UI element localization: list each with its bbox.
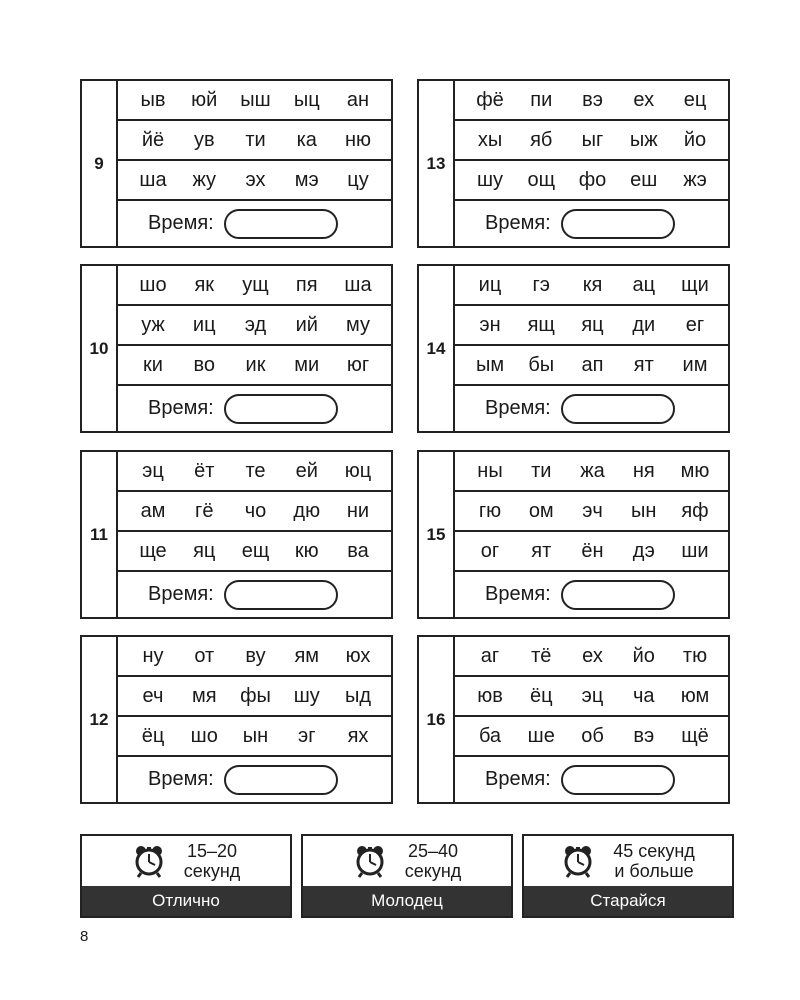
syllable: ша — [139, 168, 167, 191]
syllable: аг — [480, 644, 500, 667]
syllable-row — [455, 306, 728, 346]
syllable: ню — [344, 128, 372, 151]
syllable: ыц — [293, 88, 320, 111]
syllable-row — [118, 266, 391, 306]
syllable: ех — [633, 88, 655, 111]
syllable: юц — [344, 459, 372, 482]
syllable: во — [193, 353, 216, 376]
syllable: ог — [480, 539, 500, 562]
syllable: иц — [478, 273, 502, 296]
syllable: ап — [581, 353, 604, 376]
syllable-row — [118, 161, 391, 201]
alarm-clock-icon — [353, 844, 387, 878]
syllable: чо — [244, 499, 267, 522]
syllable: мю — [680, 459, 710, 482]
time-label: Время: — [485, 212, 551, 234]
legend-rating: Молодец — [303, 886, 511, 916]
exercise-number: 11 — [82, 452, 118, 617]
syllable: иц — [192, 313, 216, 336]
syllable: ки — [143, 353, 163, 376]
legend-slow — [522, 834, 734, 918]
syllable: ан — [346, 88, 370, 111]
syllable: юх — [345, 644, 371, 667]
syllable: тё — [531, 644, 552, 667]
syllable: бы — [528, 353, 555, 376]
exercise-block — [80, 79, 393, 248]
time-input-box[interactable] — [561, 580, 675, 610]
syllable-row — [118, 492, 391, 532]
exercise-block — [80, 264, 393, 433]
exercise-block — [417, 635, 730, 804]
syllable-row — [455, 637, 728, 677]
syllable: ёт — [194, 459, 215, 482]
syllable-row — [118, 346, 391, 386]
syllable-row — [455, 161, 728, 201]
syllable: ыш — [240, 88, 271, 111]
syllable: яц — [193, 539, 216, 562]
syllable: об — [581, 724, 604, 747]
time-label: Время: — [485, 583, 551, 605]
syllable: ыг — [581, 128, 604, 151]
syllable: ву — [245, 644, 266, 667]
syllable: фо — [578, 168, 607, 191]
syllable: ше — [527, 724, 555, 747]
time-label: Время: — [485, 768, 551, 790]
syllable: юй — [191, 88, 218, 111]
syllable-row — [455, 121, 728, 161]
syllable: ще — [139, 539, 167, 562]
time-label: Время: — [148, 768, 214, 790]
syllable-row — [455, 346, 728, 386]
exercise-number: 9 — [82, 81, 118, 246]
syllable: вэ — [633, 724, 655, 747]
syllable-row — [455, 492, 728, 532]
exercise-block — [80, 635, 393, 804]
syllable: ех — [582, 644, 603, 667]
syllable: ёц — [141, 724, 165, 747]
time-row — [455, 386, 728, 431]
syllable: ущ — [242, 273, 269, 296]
time-input-box[interactable] — [561, 765, 675, 795]
syllable: ня — [632, 459, 655, 482]
syllable: йё — [141, 128, 165, 151]
time-label: Время: — [148, 212, 214, 234]
page-number: 8 — [80, 928, 89, 945]
syllable: ящ — [527, 313, 555, 336]
time-label: Время: — [148, 397, 214, 419]
syllable: ях — [347, 724, 369, 747]
syllable: ом — [528, 499, 554, 522]
syllable: ец — [683, 88, 707, 111]
legend-unit: секунд — [404, 861, 462, 881]
syllable: ам — [140, 499, 166, 522]
legend-range: 25–40 — [407, 841, 459, 861]
syllable: ег — [685, 313, 705, 336]
syllable: гэ — [532, 273, 550, 296]
syllable: ди — [632, 313, 656, 336]
syllable: эд — [244, 313, 267, 336]
syllable: шо — [139, 273, 167, 296]
syllable-row — [118, 81, 391, 121]
syllable: йо — [683, 128, 707, 151]
alarm-clock-icon — [561, 844, 595, 878]
legend-unit: и больше — [614, 861, 694, 881]
syllable: хы — [477, 128, 503, 151]
legend-medium — [301, 834, 513, 918]
syllable: юм — [680, 684, 710, 707]
syllable: эц — [581, 684, 604, 707]
syllable: ва — [347, 539, 369, 562]
syllable: щи — [681, 273, 709, 296]
syllable: ув — [193, 128, 215, 151]
syllable: мэ — [294, 168, 319, 191]
syllable: ка — [296, 128, 317, 151]
syllable: цу — [347, 168, 369, 191]
time-input-box[interactable] — [224, 580, 338, 610]
time-row — [118, 201, 391, 246]
syllable: им — [682, 353, 708, 376]
syllable: йо — [632, 644, 655, 667]
syllable: ёц — [529, 684, 553, 707]
syllable: те — [245, 459, 266, 482]
legend-fast — [80, 834, 292, 918]
syllable-row — [118, 306, 391, 346]
syllable-row — [118, 717, 391, 757]
syllable: ят — [531, 539, 552, 562]
time-row — [455, 572, 728, 617]
syllable: эч — [582, 499, 603, 522]
syllable: яф — [681, 499, 709, 522]
time-input-box[interactable] — [561, 209, 675, 239]
exercise-block — [417, 264, 730, 433]
time-row — [118, 572, 391, 617]
syllable: уж — [141, 313, 165, 336]
syllable: ыв — [140, 88, 166, 111]
syllable: шу — [293, 684, 320, 707]
exercise-number: 10 — [82, 266, 118, 431]
syllable: ий — [295, 313, 318, 336]
syllable: пя — [295, 273, 318, 296]
syllable-row — [118, 121, 391, 161]
syllable: юг — [346, 353, 370, 376]
syllable: эх — [245, 168, 266, 191]
syllable: дэ — [632, 539, 655, 562]
syllable: ти — [245, 128, 266, 151]
syllable: як — [194, 273, 215, 296]
syllable-row — [118, 677, 391, 717]
time-row — [455, 757, 728, 802]
syllable: юв — [477, 684, 503, 707]
syllable: ям — [294, 644, 320, 667]
syllable: ти — [531, 459, 552, 482]
syllable: ча — [632, 684, 655, 707]
syllable: ны — [477, 459, 503, 482]
time-label: Время: — [148, 583, 214, 605]
syllable: ын — [631, 499, 657, 522]
syllable: ыд — [344, 684, 372, 707]
legend-range: 45 секунд — [613, 841, 695, 861]
syllable-row — [455, 81, 728, 121]
syllable: ын — [242, 724, 269, 747]
legend-unit: секунд — [183, 861, 241, 881]
syllable: ик — [245, 353, 266, 376]
exercise-number: 15 — [419, 452, 455, 617]
syllable: ну — [142, 644, 164, 667]
syllable: фё — [476, 88, 504, 111]
syllable: ба — [478, 724, 502, 747]
syllable: яб — [530, 128, 553, 151]
legend-rating: Отлично — [82, 886, 290, 916]
time-input-box[interactable] — [224, 394, 338, 424]
syllable: кю — [294, 539, 319, 562]
time-row — [118, 386, 391, 431]
syllable: эц — [142, 459, 164, 482]
time-input-box[interactable] — [224, 209, 338, 239]
syllable: гё — [195, 499, 214, 522]
syllable: ша — [344, 273, 372, 296]
syllable: ым — [475, 353, 505, 376]
exercise-block — [417, 450, 730, 619]
time-row — [455, 201, 728, 246]
syllable: от — [194, 644, 215, 667]
time-input-box[interactable] — [224, 765, 338, 795]
syllable: дю — [293, 499, 321, 522]
syllable: жу — [192, 168, 217, 191]
syllable: яц — [581, 313, 604, 336]
exercise-number: 16 — [419, 637, 455, 802]
exercise-number: 13 — [419, 81, 455, 246]
syllable: ши — [681, 539, 709, 562]
exercise-block — [417, 79, 730, 248]
syllable-row — [455, 677, 728, 717]
syllable: эг — [298, 724, 316, 747]
syllable-row — [455, 266, 728, 306]
syllable: ят — [633, 353, 654, 376]
syllable: гю — [478, 499, 502, 522]
syllable: жэ — [683, 168, 707, 191]
time-input-box[interactable] — [561, 394, 675, 424]
syllable-row — [455, 717, 728, 757]
exercise-number: 12 — [82, 637, 118, 802]
syllable: ни — [346, 499, 370, 522]
exercise-block — [80, 450, 393, 619]
syllable: еч — [142, 684, 164, 707]
syllable: шу — [476, 168, 504, 191]
syllable: ещ — [241, 539, 270, 562]
syllable-row — [455, 532, 728, 572]
syllable: ми — [294, 353, 320, 376]
syllable: кя — [582, 273, 603, 296]
syllable-row — [118, 452, 391, 492]
syllable: тю — [682, 644, 708, 667]
legend-rating: Старайся — [524, 886, 732, 916]
syllable: вэ — [582, 88, 603, 111]
exercise-number: 14 — [419, 266, 455, 431]
syllable: мя — [191, 684, 217, 707]
syllable: ощ — [527, 168, 556, 191]
syllable-row — [455, 452, 728, 492]
syllable: ац — [632, 273, 656, 296]
alarm-clock-icon — [132, 844, 166, 878]
syllable: ыж — [629, 128, 658, 151]
syllable: пи — [530, 88, 553, 111]
syllable: щё — [681, 724, 709, 747]
syllable: му — [346, 313, 370, 336]
time-label: Время: — [485, 397, 551, 419]
syllable: еш — [630, 168, 658, 191]
syllable: эн — [479, 313, 501, 336]
legend-range: 15–20 — [186, 841, 238, 861]
syllable: шо — [190, 724, 218, 747]
syllable: жа — [580, 459, 605, 482]
time-row — [118, 757, 391, 802]
syllable: ён — [581, 539, 604, 562]
syllable: фы — [240, 684, 271, 707]
syllable: ей — [295, 459, 318, 482]
syllable-row — [118, 532, 391, 572]
syllable-row — [118, 637, 391, 677]
